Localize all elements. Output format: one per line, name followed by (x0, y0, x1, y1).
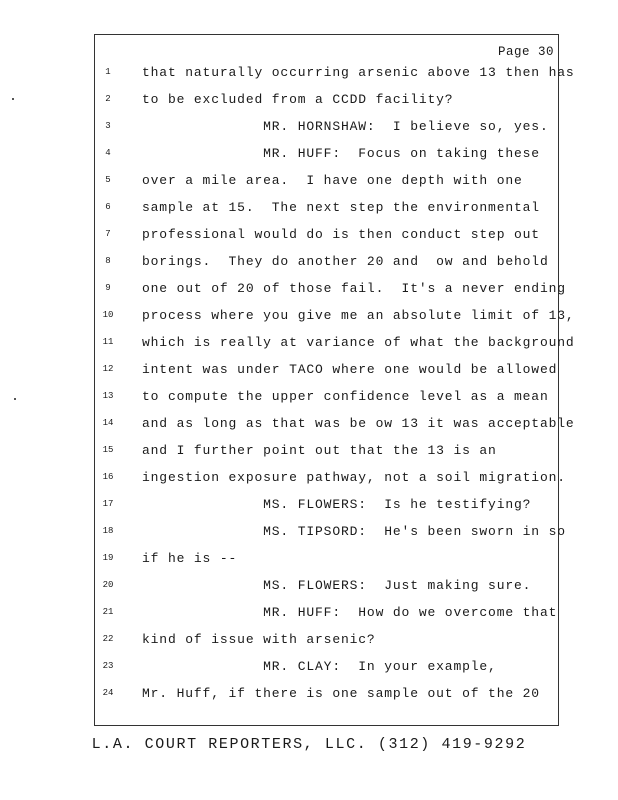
line-text: one out of 20 of those fail. It's a never ending (142, 281, 566, 296)
line-number: 11 (102, 337, 114, 347)
transcript-line (95, 412, 575, 439)
line-number: 2 (105, 94, 111, 104)
transcript-line (95, 655, 558, 682)
line-text: to be excluded from a CCDD facility? (142, 92, 454, 107)
transcript-page (94, 34, 575, 726)
line-text: MR. HUFF: How do we overcome that (142, 605, 558, 620)
transcript-line (95, 385, 558, 412)
transcript-line (95, 547, 558, 574)
line-text: MS. FLOWERS: Just making sure. (142, 578, 532, 593)
line-number: 6 (105, 202, 111, 212)
transcript-line (95, 601, 558, 628)
line-number: 4 (105, 148, 111, 158)
transcript-line (95, 439, 558, 466)
line-text: MR. HORNSHAW: I believe so, yes. (142, 119, 549, 134)
line-number: 23 (102, 661, 114, 671)
transcript-line (95, 331, 575, 358)
line-number: 22 (102, 634, 114, 644)
line-number: 5 (105, 175, 111, 185)
line-text: Mr. Huff, if there is one sample out of the 20 (142, 686, 540, 701)
line-text: MR. HUFF: Focus on taking these (142, 146, 540, 161)
transcript-line (95, 358, 558, 385)
line-number: 19 (102, 553, 114, 563)
transcript-line (95, 196, 558, 223)
line-text: and as long as that was be ow 13 it was acceptable (142, 416, 575, 431)
line-text: professional would do is then conduct step out (142, 227, 540, 242)
line-text: process where you give me an absolute limit of 13, (142, 308, 575, 323)
line-number: 3 (105, 121, 111, 131)
line-text: sample at 15. The next step the environmental (142, 200, 540, 215)
line-number: 15 (102, 445, 114, 455)
line-number: 21 (102, 607, 114, 617)
page-number: Page 30 (497, 45, 554, 59)
transcript-line (95, 223, 558, 250)
line-text: which is really at variance of what the background (142, 335, 575, 350)
line-number: 7 (105, 229, 111, 239)
transcript-line (95, 142, 558, 169)
line-text: over a mile area. I have one depth with one (142, 173, 523, 188)
transcript-line (95, 304, 575, 331)
line-number: 9 (105, 283, 111, 293)
transcript-line (95, 88, 558, 115)
transcript-line (95, 61, 575, 88)
line-number: 14 (102, 418, 114, 428)
transcript-line (95, 115, 558, 142)
line-text: if he is -- (142, 551, 238, 566)
line-number: 20 (102, 580, 114, 590)
line-text: ingestion exposure pathway, not a soil migration. (142, 470, 566, 485)
transcript-line (95, 277, 566, 304)
line-number: 1 (105, 67, 111, 77)
line-number: 12 (102, 364, 114, 374)
line-number: 10 (102, 310, 114, 320)
transcript-line (95, 169, 558, 196)
transcript-line (95, 574, 558, 601)
scan-speck (14, 398, 16, 400)
transcript-line (95, 520, 566, 547)
line-text: that naturally occurring arsenic above 13 then has (142, 65, 575, 80)
line-number: 17 (102, 499, 114, 509)
line-text: MS. FLOWERS: Is he testifying? (142, 497, 532, 512)
scan-speck (12, 98, 14, 100)
transcript-line (95, 628, 558, 655)
line-text: to compute the upper confidence level as a mean (142, 389, 549, 404)
line-text: intent was under TACO where one would be allowed (142, 362, 558, 377)
transcript-line (95, 682, 558, 709)
transcript-line (95, 466, 566, 493)
line-number: 18 (102, 526, 114, 536)
line-text: kind of issue with arsenic? (142, 632, 376, 647)
line-text: borings. They do another 20 and ow and behold (142, 254, 549, 269)
line-number: 13 (102, 391, 114, 401)
line-text: MR. CLAY: In your example, (142, 659, 497, 674)
line-number: 8 (105, 256, 111, 266)
line-text: MS. TIPSORD: He's been sworn in so (142, 524, 566, 539)
line-text: and I further point out that the 13 is an (142, 443, 497, 458)
line-number: 16 (102, 472, 114, 482)
line-number: 24 (102, 688, 114, 698)
transcript-line (95, 250, 558, 277)
court-reporter-footer: L.A. COURT REPORTERS, LLC. (312) 419-9292 (91, 736, 527, 753)
transcript-line (95, 493, 558, 520)
